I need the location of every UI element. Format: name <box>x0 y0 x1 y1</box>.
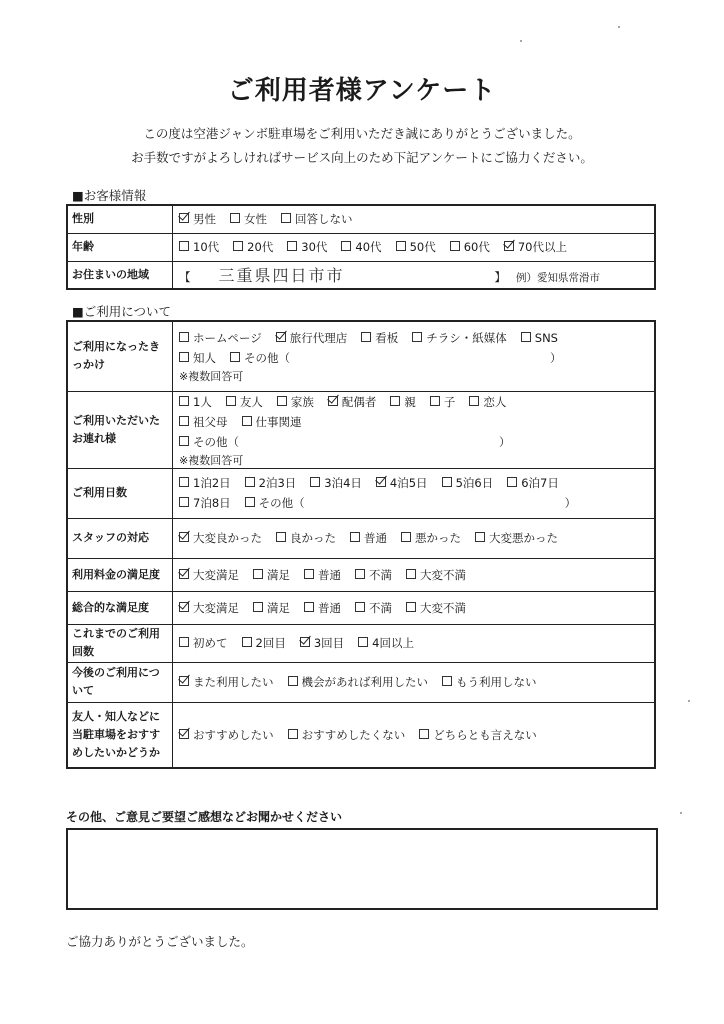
checkbox-icon[interactable] <box>179 477 189 487</box>
row-label: ご利用日数 <box>67 468 173 518</box>
option-label: SNS <box>534 331 558 346</box>
checkbox-icon[interactable] <box>310 477 320 487</box>
option-3[interactable] <box>328 392 377 412</box>
option-1[interactable] <box>230 211 267 227</box>
option-label: その他（ <box>244 351 290 366</box>
option-label: 2泊3日 <box>258 476 297 490</box>
option-1[interactable] <box>233 239 273 255</box>
option-3[interactable] <box>412 328 507 348</box>
option-label: 回答しない <box>295 212 353 227</box>
option-label: 親 <box>404 394 416 409</box>
option-line <box>179 328 648 348</box>
intro-text <box>0 122 724 170</box>
row-label: ご利用になったきっかけ <box>67 321 173 391</box>
option-label: 知人 <box>193 351 216 366</box>
checkbox-icon[interactable] <box>245 497 255 507</box>
option-0[interactable] <box>179 725 274 745</box>
option-label: また利用したい <box>193 675 274 689</box>
option-label: おすすめしたい <box>193 727 274 742</box>
checkbox-icon[interactable] <box>412 332 422 342</box>
option-line <box>179 633 648 653</box>
checkbox-icon[interactable] <box>276 532 286 542</box>
option-2[interactable] <box>287 239 327 255</box>
option-label: 大変満足 <box>193 567 239 582</box>
option-label: 不満 <box>369 600 392 615</box>
close-paren: ） <box>550 351 562 366</box>
option-label: 3泊4日 <box>324 476 362 490</box>
option-line <box>179 412 648 452</box>
option-2[interactable] <box>350 528 387 548</box>
scan-speck <box>688 700 690 702</box>
checkbox-icon[interactable] <box>442 477 452 487</box>
scan-speck <box>680 812 682 814</box>
checkbox-icon[interactable] <box>304 602 314 612</box>
option-1[interactable] <box>230 348 562 368</box>
footer-thanks: ご協力ありがとうございました。 <box>66 934 254 949</box>
usage-row <box>67 624 655 662</box>
option-label: 子 <box>443 394 456 409</box>
option-2[interactable] <box>300 633 344 653</box>
row-options <box>173 391 656 468</box>
usage-row <box>67 558 655 591</box>
option-label: 3回目 <box>313 636 345 650</box>
option-label: おすすめしたくない <box>301 727 406 742</box>
checked-checkbox-icon[interactable] <box>504 241 514 251</box>
option-1[interactable] <box>242 412 302 432</box>
checkbox-icon[interactable] <box>242 416 252 426</box>
checkbox-icon[interactable] <box>355 602 365 612</box>
option-label: 旅行代理店 <box>289 331 348 346</box>
option-0[interactable] <box>179 493 231 513</box>
customer-row <box>67 233 655 261</box>
address-row <box>67 261 655 289</box>
option-line <box>179 565 648 585</box>
option-4[interactable] <box>390 392 416 412</box>
customer-row <box>67 205 655 233</box>
option-0[interactable] <box>179 528 262 548</box>
option-label: 満足 <box>267 567 290 582</box>
checkbox-icon[interactable] <box>288 676 298 686</box>
checkbox-icon[interactable] <box>396 241 406 251</box>
usage-table <box>66 320 656 769</box>
checked-checkbox-icon[interactable] <box>179 532 189 542</box>
option-label: 男性 <box>193 212 216 227</box>
checkbox-icon[interactable] <box>253 602 263 612</box>
usage-row <box>67 468 655 518</box>
checkbox-icon[interactable] <box>230 352 240 362</box>
option-2[interactable] <box>442 672 537 692</box>
checked-checkbox-icon[interactable] <box>328 396 338 406</box>
scan-speck <box>618 26 620 28</box>
multiple-answers-note: ※複数回答可 <box>179 370 244 384</box>
checked-checkbox-icon[interactable] <box>179 569 189 579</box>
option-0[interactable] <box>179 672 274 692</box>
option-6[interactable] <box>504 239 567 255</box>
option-0[interactable] <box>179 412 228 432</box>
row-label: これまでのご利用回数 <box>67 624 173 662</box>
row-options <box>173 702 656 768</box>
option-label: 満足 <box>267 600 290 615</box>
option-4[interactable] <box>396 239 436 255</box>
intro-line-1: この度は空港ジャンボ駐車場をご利用いただき誠にありがとうございました。 <box>143 126 581 141</box>
option-1[interactable] <box>253 565 290 585</box>
option-0[interactable] <box>179 239 219 255</box>
option-0[interactable] <box>179 598 239 618</box>
option-label: 2回目 <box>255 636 286 650</box>
usage-row <box>67 321 655 391</box>
option-label: 4泊5日 <box>389 476 428 490</box>
option-label: 大変良かった <box>193 531 262 545</box>
checkbox-icon[interactable] <box>179 637 189 647</box>
checkbox-icon[interactable] <box>179 241 189 251</box>
checkbox-icon[interactable] <box>226 396 236 406</box>
row-options <box>173 233 656 261</box>
intro-line-2: お手数ですがよろしければサービス向上のため下記アンケートにご協力ください。 <box>131 150 593 165</box>
customer-info-table <box>66 204 656 290</box>
option-label: 大変満足 <box>193 600 239 615</box>
option-label: 不満 <box>369 567 392 582</box>
checkbox-icon[interactable] <box>430 396 440 406</box>
option-label: 10代 <box>193 240 220 254</box>
checkbox-icon[interactable] <box>230 213 240 223</box>
option-label: 機会があれば利用したい <box>301 675 428 689</box>
option-label: ホームページ <box>193 331 262 346</box>
option-4[interactable] <box>521 328 558 348</box>
row-options <box>173 591 656 624</box>
option-label: 大変悪かった <box>489 531 558 545</box>
row-label: 年齢 <box>67 233 173 261</box>
address-example: 例）愛知県常滑市 <box>516 272 601 285</box>
row-options <box>173 205 656 233</box>
option-1[interactable] <box>288 725 406 745</box>
checkbox-icon[interactable] <box>358 637 368 647</box>
option-label: 仕事関連 <box>255 414 302 429</box>
option-1[interactable] <box>245 493 577 513</box>
option-label: チラシ・紙媒体 <box>426 331 507 346</box>
option-1[interactable] <box>276 528 336 548</box>
checkbox-icon[interactable] <box>401 532 411 542</box>
close-paren: ） <box>499 434 511 449</box>
option-label: 大変不満 <box>420 567 466 582</box>
option-0[interactable] <box>179 473 231 493</box>
option-4[interactable] <box>442 473 494 493</box>
checkbox-icon[interactable] <box>521 332 531 342</box>
checkbox-icon[interactable] <box>350 532 360 542</box>
row-options <box>173 518 656 558</box>
checkbox-icon[interactable] <box>179 416 189 426</box>
option-line <box>179 598 648 618</box>
row-label: 友人・知人などに当駐車場をおすすめしたいかどうか <box>67 702 173 768</box>
row-label: 今後のご利用について <box>67 662 173 702</box>
option-3[interactable] <box>355 565 392 585</box>
option-label: どちらとも言えない <box>433 727 537 742</box>
checked-checkbox-icon[interactable] <box>376 477 386 487</box>
row-options <box>173 624 656 662</box>
option-label: 恋人 <box>483 394 507 409</box>
option-2[interactable] <box>304 565 341 585</box>
option-2[interactable] <box>419 725 537 745</box>
option-label: 60代 <box>463 240 490 254</box>
option-label: 20代 <box>247 240 274 254</box>
option-label: 1人 <box>193 394 212 409</box>
option-3[interactable] <box>341 239 381 255</box>
option-2[interactable] <box>277 392 314 412</box>
option-2[interactable] <box>304 598 341 618</box>
checkbox-icon[interactable] <box>253 569 263 579</box>
row-options <box>173 468 656 518</box>
checkbox-icon[interactable] <box>361 332 371 342</box>
option-0[interactable] <box>179 565 239 585</box>
option-3[interactable] <box>355 598 392 618</box>
usage-row <box>67 591 655 624</box>
checkbox-icon[interactable] <box>406 602 416 612</box>
option-label: 悪かった <box>415 531 461 545</box>
checkbox-icon[interactable] <box>475 532 485 542</box>
option-1[interactable] <box>253 598 290 618</box>
checked-checkbox-icon[interactable] <box>179 676 189 686</box>
option-5[interactable] <box>450 239 490 255</box>
option-label: 看板 <box>375 331 399 346</box>
option-4[interactable] <box>406 565 466 585</box>
checkbox-icon[interactable] <box>288 729 298 739</box>
option-label: 40代 <box>355 240 382 254</box>
checkbox-icon[interactable] <box>277 396 287 406</box>
option-2[interactable] <box>361 328 398 348</box>
option-label: 30代 <box>301 240 328 254</box>
checkbox-icon[interactable] <box>390 396 400 406</box>
option-line <box>179 493 648 513</box>
address-field[interactable] <box>173 261 656 289</box>
option-line <box>179 672 648 692</box>
checkbox-icon[interactable] <box>450 241 460 251</box>
checked-checkbox-icon[interactable] <box>179 213 189 223</box>
option-2[interactable] <box>310 473 362 493</box>
option-line <box>179 392 648 412</box>
multiple-answers-note: ※複数回答可 <box>179 453 244 467</box>
option-label: 4回以上 <box>372 636 414 650</box>
option-label: 配偶者 <box>341 394 377 409</box>
comments-field[interactable] <box>66 828 658 910</box>
option-label: その他（ <box>193 434 239 449</box>
option-label: 良かった <box>290 531 336 545</box>
option-1[interactable] <box>226 392 263 412</box>
option-label: 50代 <box>409 240 436 254</box>
option-4[interactable] <box>406 598 466 618</box>
row-options <box>173 321 656 391</box>
checkbox-icon[interactable] <box>287 241 297 251</box>
checked-checkbox-icon[interactable] <box>300 637 310 647</box>
address-label: お住まいの地域 <box>67 261 173 289</box>
option-5[interactable] <box>430 392 456 412</box>
checkbox-icon[interactable] <box>179 332 189 342</box>
checkbox-icon[interactable] <box>242 637 252 647</box>
option-label: 祖父母 <box>193 414 228 429</box>
checkbox-icon[interactable] <box>419 729 429 739</box>
option-3[interactable] <box>401 528 461 548</box>
checkbox-icon[interactable] <box>355 569 365 579</box>
checkbox-icon[interactable] <box>507 477 517 487</box>
scan-speck <box>520 40 522 42</box>
row-options <box>173 558 656 591</box>
option-label: 女性 <box>244 212 267 227</box>
option-label: 大変不満 <box>420 600 466 615</box>
checkbox-icon[interactable] <box>406 569 416 579</box>
option-line <box>179 473 648 493</box>
checked-checkbox-icon[interactable] <box>179 729 189 739</box>
option-label: 友人 <box>239 394 263 409</box>
option-3[interactable] <box>376 473 428 493</box>
option-label: 家族 <box>290 394 314 409</box>
option-0[interactable] <box>179 348 216 368</box>
checkbox-icon[interactable] <box>281 213 291 223</box>
usage-row <box>67 702 655 768</box>
option-5[interactable] <box>507 473 559 493</box>
option-1[interactable] <box>288 672 429 692</box>
option-label: 6泊7日 <box>521 476 559 490</box>
checked-checkbox-icon[interactable] <box>179 602 189 612</box>
option-label: その他（ <box>258 496 305 510</box>
usage-row <box>67 391 655 468</box>
option-label: 7泊8日 <box>193 496 231 510</box>
option-label: 5泊6日 <box>455 476 494 490</box>
option-label: 1泊2日 <box>193 476 231 490</box>
comments-heading: その他、ご意見ご要望ご感想などお聞かせください <box>66 810 343 824</box>
usage-row <box>67 662 655 702</box>
option-label: 普通 <box>318 600 341 615</box>
option-0[interactable] <box>179 392 212 412</box>
row-label: スタッフの対応 <box>67 518 173 558</box>
option-1[interactable] <box>276 328 348 348</box>
option-line <box>179 725 648 745</box>
checkbox-icon[interactable] <box>179 497 189 507</box>
checkbox-icon[interactable] <box>245 477 255 487</box>
option-label: 普通 <box>364 531 387 545</box>
close-paren: ） <box>564 496 577 510</box>
checkbox-icon[interactable] <box>304 569 314 579</box>
option-line <box>179 528 648 548</box>
option-label: もう利用しない <box>456 675 537 689</box>
checkbox-icon[interactable] <box>341 241 351 251</box>
address-value[interactable]: 三重県四日市市 <box>218 266 345 286</box>
option-0[interactable] <box>179 633 228 653</box>
option-label: 70代以上 <box>517 240 567 254</box>
close-bracket: 】 <box>494 270 507 285</box>
option-4[interactable] <box>475 528 558 548</box>
customer-section-heading: ■お客様情報 <box>72 188 147 203</box>
checkbox-icon[interactable] <box>179 396 189 406</box>
option-line <box>179 348 648 368</box>
option-1[interactable] <box>245 473 297 493</box>
row-label: 利用料金の満足度 <box>67 558 173 591</box>
option-0[interactable] <box>179 328 262 348</box>
row-label: 性別 <box>67 205 173 233</box>
checkbox-icon[interactable] <box>179 352 189 362</box>
checkbox-icon[interactable] <box>179 436 189 446</box>
page-title: ご利用者様アンケート <box>227 76 497 106</box>
checkbox-icon[interactable] <box>469 396 479 406</box>
checked-checkbox-icon[interactable] <box>276 332 286 342</box>
option-label: 初めて <box>193 636 228 650</box>
checkbox-icon[interactable] <box>233 241 243 251</box>
option-2[interactable] <box>179 432 511 452</box>
row-options <box>173 662 656 702</box>
checkbox-icon[interactable] <box>442 676 452 686</box>
option-6[interactable] <box>469 392 506 412</box>
usage-section-heading: ■ご利用について <box>72 304 172 319</box>
row-label: ご利用いただいたお連れ様 <box>67 391 173 468</box>
option-2[interactable] <box>281 211 353 227</box>
open-bracket: 【 <box>179 270 191 285</box>
option-1[interactable] <box>242 633 286 653</box>
option-0[interactable] <box>179 211 216 227</box>
option-3[interactable] <box>358 633 414 653</box>
row-label: 総合的な満足度 <box>67 591 173 624</box>
option-label: 普通 <box>318 567 341 582</box>
usage-row <box>67 518 655 558</box>
